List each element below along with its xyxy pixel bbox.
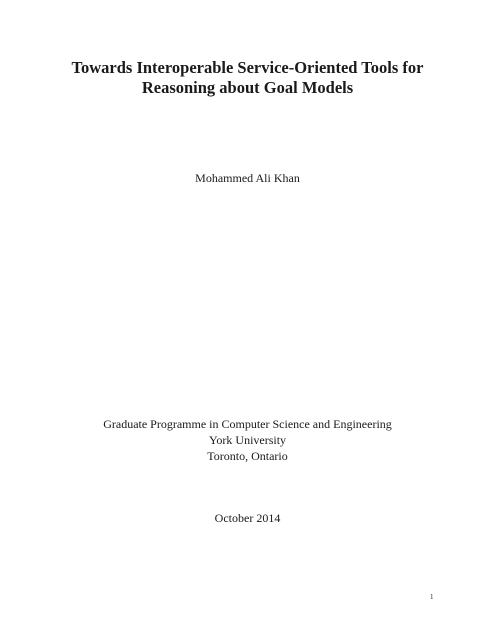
university-name: York University xyxy=(208,433,287,447)
thesis-title-line-1: Towards Interoperable Service-Oriented Tools for xyxy=(71,58,424,77)
page-number: 1 xyxy=(430,593,434,601)
thesis-title-line-2: Reasoning about Goal Models xyxy=(141,78,354,97)
programme-name: Graduate Programme in Computer Science and Engineering xyxy=(103,417,392,431)
location: Toronto, Ontario xyxy=(207,449,288,463)
author-name: Mohammed Ali Khan xyxy=(195,171,300,185)
submission-date: October 2014 xyxy=(214,511,281,525)
